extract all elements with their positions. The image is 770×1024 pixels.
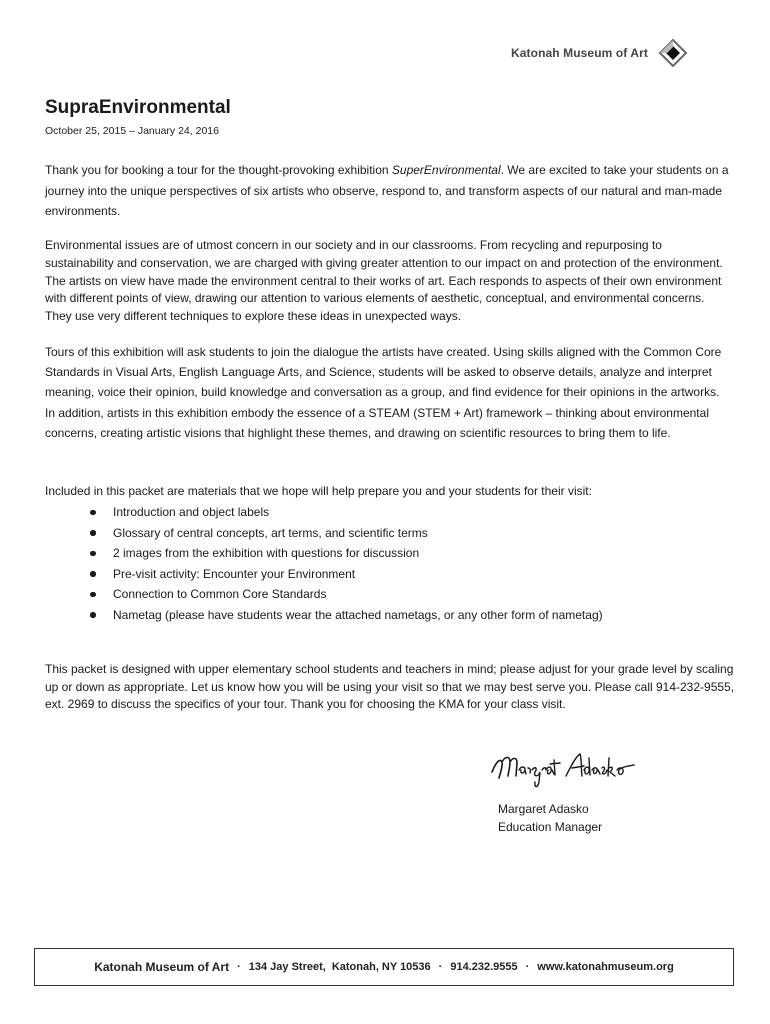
intro-text-start: Thank you for booking a tour for the thought-provoking exhibition (45, 163, 392, 177)
footer-org-name: Katonah Museum of Art (94, 960, 230, 974)
signer-name: Margaret Adasko (498, 802, 589, 816)
tours-paragraph (45, 342, 729, 443)
bullet-icon (90, 571, 96, 577)
page-title: SupraEnvironmental (45, 97, 231, 118)
closing-text: This packet is designed with upper elementary school students and teachers in mind; please adjust for your grade level by scaling up or down as appropriate. Let us know how you will be using your visit so that we may best serve you. Please call 914-232-9555, ext. 2969 to discuss the specifics of your tour. Thank you for choosing the KMA for your class visit. (45, 662, 735, 712)
footer-website[interactable]: www.katonahmuseum.org (537, 961, 674, 973)
tours-text: Tours of this exhibition will ask students to join the dialogue the artists have created. Using skills aligned with the Common Core Standards in Visual Arts, English Language Arts, and Science, students will be asked to observe details, analyze and interpret meaning, voice their opinion, build knowledge and conversation as a group, and find evidence for their opinions in the artworks. In addition, artists in this exhibition embody the essence of a STEAM (STEM + Art) framework – thinking about environmental concerns, creating artistic visions that highlight these themes, and drawing on scientific resources to bring them to life. (45, 345, 722, 440)
signer-title: Education Manager (498, 820, 603, 834)
environment-paragraph (45, 237, 729, 326)
museum-name: Katonah Museum of Art (511, 46, 648, 60)
page-header (511, 38, 688, 68)
intro-paragraph (45, 160, 729, 222)
bullet-icon (90, 510, 96, 516)
bullet-icon (90, 592, 96, 598)
museum-logo-icon (658, 38, 688, 68)
environment-text: Environmental issues are of utmost concern in our society and in our classrooms. From recycling and repurposing to sustainability and conservation, we are charged with giving greater attention to our impact on and protection of the environment. The artists on view have made the environment central to their works of art. Each responds to aspects of their own environment with different points of view, drawing our attention to various elements of aesthetic, conceptual, and environmental concerns. They use very different techniques to explore these ideas in unexpected ways. (45, 238, 723, 324)
footer-comma: , (322, 961, 326, 973)
footer-city: Katonah, NY 10536 (331, 961, 431, 973)
signer-block (498, 800, 602, 836)
signature (488, 748, 638, 792)
bullet-icon (90, 551, 96, 557)
list-item-text: Nametag (please have students wear the attached nametags, or any other form of nametag) (113, 607, 603, 622)
intro-text-end: . We are excited to take your students on a journey into the unique perspectives of six artists who observe, respond to, and transform aspects of our natural and man-made environments. (45, 163, 729, 218)
exhibition-dates: October 25, 2015 – January 24, 2016 (45, 125, 219, 137)
page-footer (34, 948, 734, 986)
bullet-icon (90, 612, 96, 618)
exhibition-name: SuperEnvironmental (391, 163, 501, 177)
list-item (90, 564, 603, 585)
bullet-icon (90, 530, 96, 536)
list-item (90, 584, 603, 605)
footer-phone: 914.232.9555 (450, 961, 518, 973)
list-item-text: Introduction and object labels (113, 505, 270, 519)
footer-separator: · (438, 961, 443, 973)
list-item-text: Glossary of central concepts, art terms, and scientific terms (113, 525, 428, 540)
packet-intro-text: Included in this packet are materials that we hope will help prepare you and your students for their visit: (45, 484, 592, 498)
list-item-text: Connection to Common Core Standards (113, 587, 327, 602)
list-item-text: 2 images from the exhibition with questions for discussion (113, 546, 420, 561)
list-item (90, 605, 603, 626)
list-item (90, 502, 603, 523)
footer-separator: · (525, 961, 530, 973)
closing-paragraph (45, 661, 735, 714)
list-item-text: Pre-visit activity: Encounter your Environment (113, 566, 356, 581)
packet-contents-list (90, 502, 603, 626)
list-item (90, 543, 603, 564)
list-item (90, 523, 603, 544)
footer-street: 134 Jay Street (248, 961, 323, 973)
footer-separator: · (237, 961, 241, 973)
packet-intro-paragraph (45, 483, 729, 500)
